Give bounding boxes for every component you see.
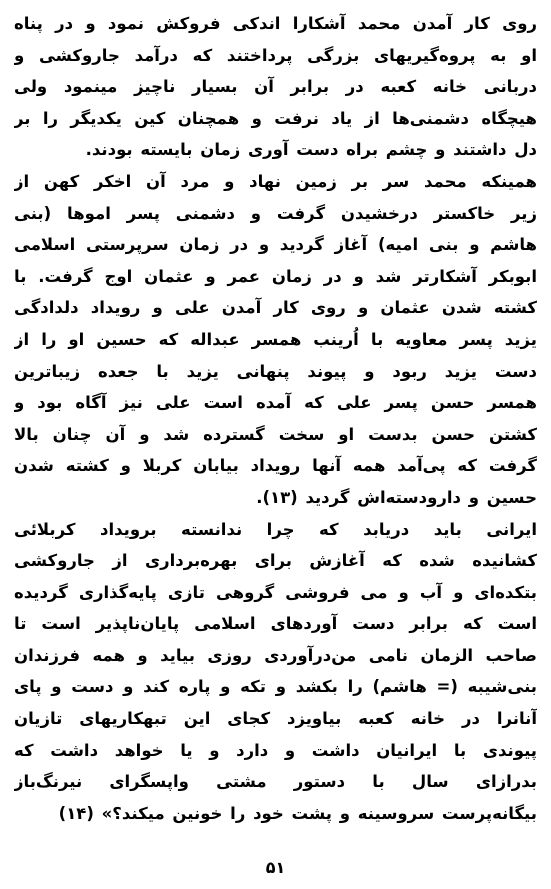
text-line: کشته شدن عثمان و روی کار آمدن علی و رویداد دلدادگی: [14, 298, 537, 318]
paragraph-end-line: حسین و دارودسته‌اش گردید (۱۳).: [256, 487, 537, 507]
body-text: [14, 8, 537, 829]
text-line: پیوندی با ایرانیان داشت و دارد و یا خواهد داشت که: [14, 740, 537, 760]
text-line: گرفت که پی‌آمد همه آنها رویداد بیابان کربلا و کشته شدن: [14, 456, 537, 476]
text-line: بتکده‌ای و آب و می فروشی گروهی تازی پایه‌گذاری گردیده: [14, 582, 537, 602]
text-line: است که برابر دست آوردهای اسلامی پایان‌ناپذیر است تا: [14, 614, 537, 634]
text-line: صاحب الزمان نامی من‌درآوردی روزی بیاید و همه فرزندان: [14, 645, 537, 665]
paragraph-end-line: دل داشتند و چشم براه دست آوری زمان بایسته بودند.: [85, 140, 537, 160]
text-line: کشتن حسن بدست او سخت گسترده شد و آن چنان بالا: [14, 424, 537, 444]
text-line: کشانیده شده که آغازش برای بهره‌برداری از جاروکشی: [14, 551, 537, 571]
text-line: دربانی خانه کعبه در برابر آن بسیار ناچیز مینمود ولی: [14, 77, 537, 97]
text-line: هیچگاه دشمنی‌ها از یاد نرفت و همچنان کین یکدیگر را بر: [14, 108, 537, 128]
text-line: یزید پسر معاویه با اُرینب همسر عبداله که حسین او را از: [14, 329, 537, 349]
text-line: ابوبکر آشکارتر شد و در زمان عمر و عثمان اوج گرفت. با: [14, 266, 537, 286]
text-line: روی کار آمدن محمد آشکارا اندکی فروکش نمود و در پناه: [14, 14, 537, 33]
page-number: ۵۱: [265, 858, 286, 877]
paragraph-end-line: بیگانه‌پرست سروسینه و پشت خود را خونین میکند؟» (۱۴): [58, 803, 537, 823]
text-line: بنی‌شیبه (= هاشم) را بکشد و تکه و پاره کند و دست و پای: [14, 677, 537, 697]
text-line: هاشم و بنی امیه) آغاز گردید و در زمان سرپرستی اسلامی: [14, 235, 537, 255]
text-line: ایرانی باید دریابد که چرا ندانسته برویداد کربلائی: [14, 519, 537, 539]
text-line: دست یزید ربود و پیوند پنهانی یزید با جعده زیباترین: [14, 361, 537, 381]
text-line: آنانرا در خانه کعبه بیاویزد کجای این تبهکاریهای تازیان: [14, 709, 537, 729]
text-line: زیر خاکستر درخشیدن گرفت و دشمنی پسر امو‌ها (بنی: [14, 203, 537, 223]
text-line: بدرازای سال با دستور مشتی واپسگرای نیرنگ‌باز: [14, 772, 537, 792]
text-line: او به پروه‌گیریهای بزرگی پرداختند که درآمد جاروکشی و: [14, 45, 537, 65]
text-line: همسر حسن پسر علی که آمده است علی نیز آگاه بود و: [14, 393, 537, 413]
text-line: همینکه محمد سر بر زمین نهاد و مرد آن اخکر کهن از: [14, 171, 537, 191]
